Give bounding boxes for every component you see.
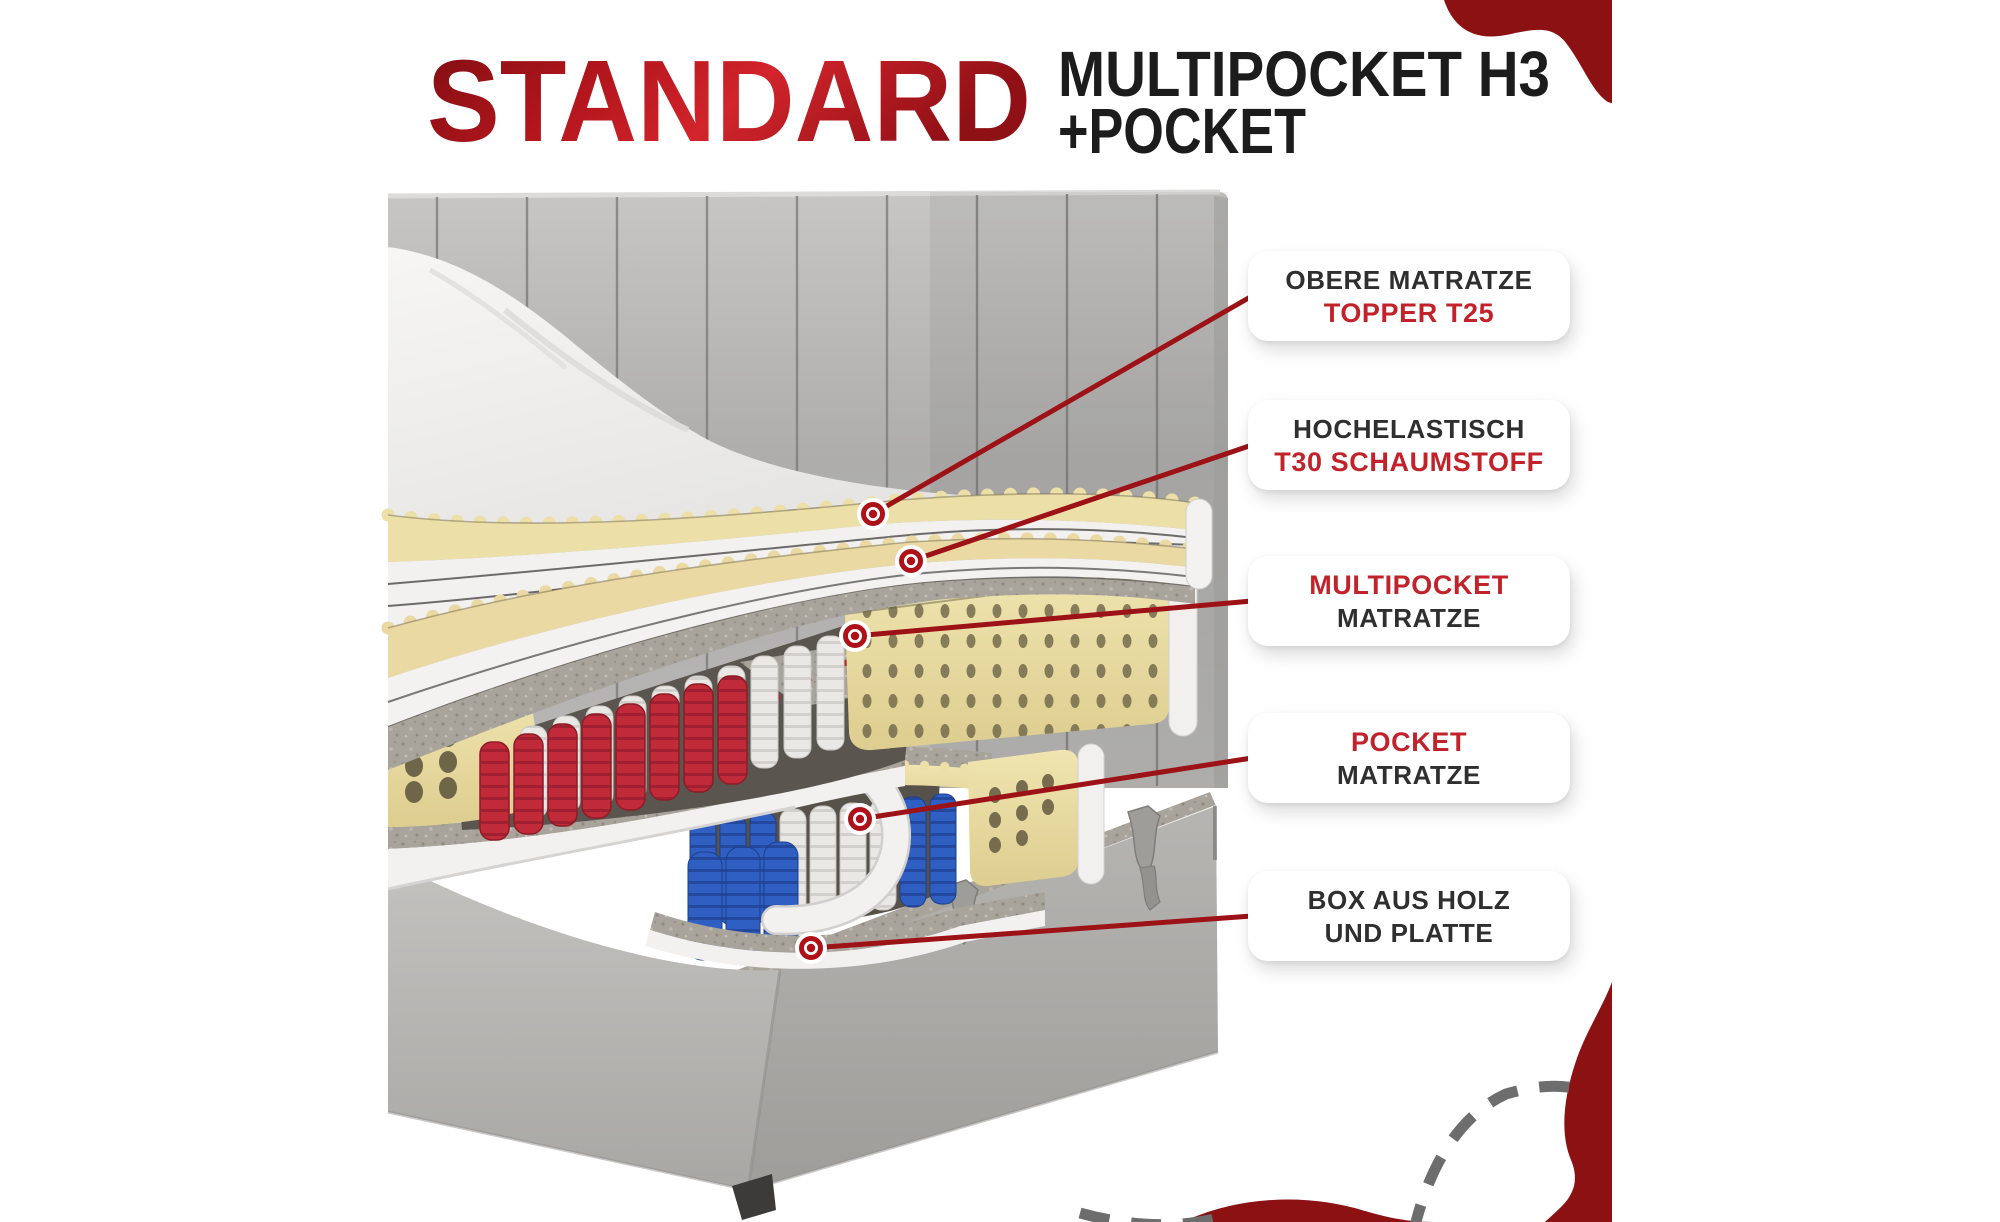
title-block xyxy=(427,36,1550,167)
label-card-foam xyxy=(1248,400,1570,490)
red-wave-bottom xyxy=(1183,1199,1432,1222)
label-card-line: MATRATZE xyxy=(1337,602,1481,633)
topper-end-cap xyxy=(1186,499,1212,589)
bullseye-marker-icon xyxy=(839,620,871,652)
bullseye-marker-icon xyxy=(857,498,889,530)
label-card-line: BOX AUS HOLZ xyxy=(1307,884,1511,915)
label-card-line: MATRATZE xyxy=(1337,759,1481,790)
page-subtitle-line2: +POCKET xyxy=(1058,95,1306,167)
label-card-line: OBERE MATRATZE xyxy=(1285,264,1533,295)
label-card-box xyxy=(1248,871,1570,961)
label-card-line: MULTIPOCKET xyxy=(1309,569,1509,600)
dashed-arc xyxy=(1080,1213,1218,1222)
label-card-topper xyxy=(1248,251,1570,341)
red-blob-bottom-right xyxy=(1545,982,1612,1222)
label-card-line: POCKET xyxy=(1350,726,1468,757)
bullseye-marker-icon xyxy=(895,545,927,577)
bullseye-marker-icon xyxy=(844,803,876,835)
label-card-line: T30 SCHAUMSTOFF xyxy=(1274,446,1544,477)
page-title: STANDARD xyxy=(427,36,1031,166)
label-card-line: UND PLATTE xyxy=(1324,917,1494,948)
label-card-pocket xyxy=(1248,713,1570,803)
label-card-multipocket xyxy=(1248,556,1570,646)
label-card-line: HOCHELASTISCH xyxy=(1293,413,1525,444)
label-card-line: TOPPER T25 xyxy=(1323,297,1495,328)
bullseye-marker-icon xyxy=(795,932,827,964)
dashed-arc xyxy=(1413,1086,1590,1222)
page-subtitle-line1: MULTIPOCKET H3 xyxy=(1058,38,1550,110)
